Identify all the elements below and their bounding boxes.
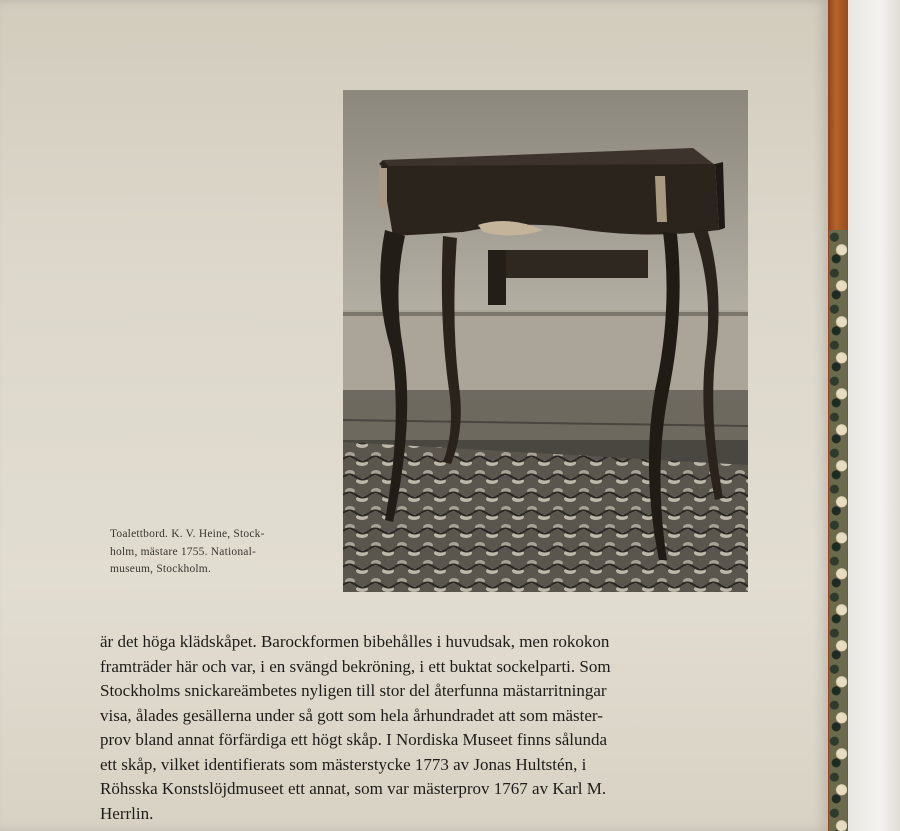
photo-artwork [343,90,748,592]
text-line: Herrlin. [100,803,154,823]
background-paper-strip [848,0,900,831]
table-photograph [343,90,748,592]
body-paragraph [100,630,760,826]
caption-line: holm, mästare 1755. National- [110,545,257,558]
text-line: Röhsska Konstslöjdmuseet ett annat, som var mästerprov 1767 av Karl M. [100,779,607,798]
text-line: Stockholms snickareämbetes nyligen till stor del återfunna mästarritningar [100,681,607,700]
caption-line: Toalettbord. K. V. Heine, Stock- [110,528,265,540]
caption-line: museum, Stockholm. [110,563,212,575]
text-line: visa, ålades gesällerna under så gott som hela århundradet att som mäster- [100,705,603,725]
figure-caption [110,526,320,579]
text-line: prov bland annat förfärdiga ett högt skåp. I Nordiska Museet finns sålunda [100,730,608,749]
text-line: ett skåp, vilket identifierats som mästerstycke 1773 av Jonas Hultstén, i [100,754,587,774]
text-line: framträder här och var, i en svängd bekröning, i ett buktat sockelparti. Som [100,656,611,676]
cover-pattern [829,230,847,831]
text-line: är det höga klädskåpet. Barockformen bibehålles i huvudsak, men rokokon [100,632,610,651]
